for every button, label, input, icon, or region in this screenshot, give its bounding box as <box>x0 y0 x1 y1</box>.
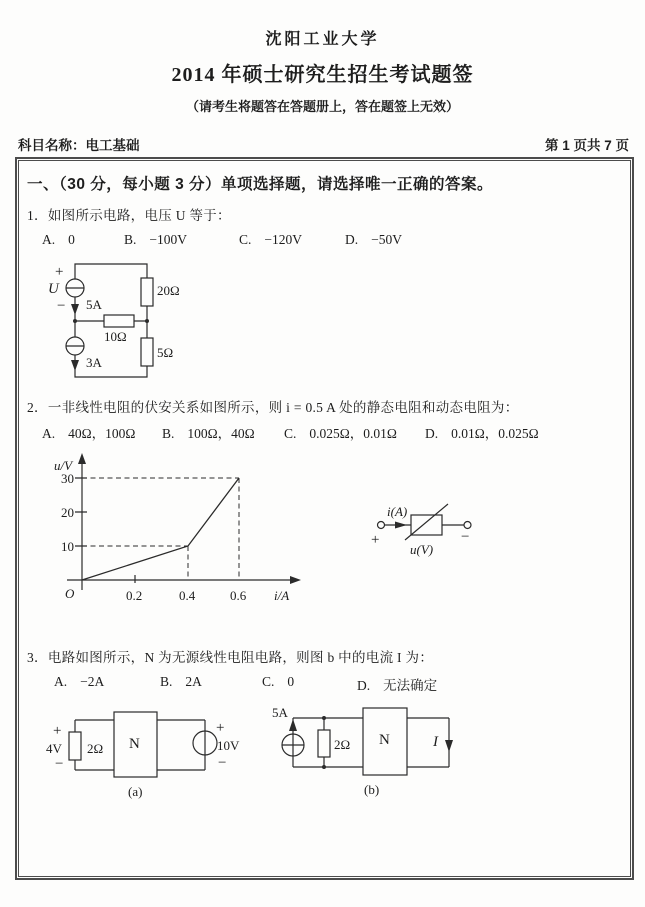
figure-b-caption: (b) <box>364 782 380 797</box>
ytick-10: 10 <box>61 539 74 554</box>
x-axis-label: i/A <box>274 588 290 603</box>
y-axis-label: u/V <box>54 458 73 473</box>
q2-vi-characteristic-graph <box>42 450 312 618</box>
resistor-20ohm <box>141 278 153 306</box>
plus-sign: + <box>216 720 225 736</box>
current-arrow-5a-icon <box>71 304 79 315</box>
q1-option-c-key: C. <box>239 232 252 247</box>
university-name: 沈阳工业大学 <box>265 31 380 48</box>
ytick-30: 30 <box>61 471 74 486</box>
junction-dot <box>73 319 77 323</box>
dashed-guide-lines <box>82 478 239 580</box>
plus-sign: + <box>55 264 64 280</box>
question-1-text: 1．如图所示电路，电压 U 等于： <box>27 208 231 223</box>
resistor-10ohm <box>104 315 134 327</box>
q3-circuit-figure-a <box>42 705 267 800</box>
network-n-label: N <box>379 732 390 748</box>
exam-notice: （请考生将题答在答题册上，答在题签上无效） <box>185 99 459 114</box>
q1-option-b-key: B. <box>124 232 137 247</box>
q2-option-d-text: 0.01Ω，0.025Ω <box>451 426 539 441</box>
figure-b-wires <box>293 718 449 767</box>
q3-circuit-figure-b <box>272 700 522 800</box>
xtick-0-2: 0.2 <box>126 588 143 603</box>
minus-sign: − <box>55 756 64 772</box>
q2-option-a-text: 40Ω，100Ω <box>68 426 136 441</box>
q3-option-a <box>54 674 104 690</box>
resistor-10ohm-label: 10Ω <box>104 329 127 344</box>
current-5a-label: 5A <box>272 705 288 720</box>
junction-dot <box>322 765 326 769</box>
minus-sign: − <box>218 755 227 771</box>
resistor-5ohm <box>141 338 153 366</box>
y-axis-arrow-icon <box>78 453 86 464</box>
current-arrow-3a-icon <box>71 360 79 371</box>
current-label: i(A) <box>387 504 408 519</box>
minus-sign: − <box>57 298 66 314</box>
current-i-label: I <box>433 734 438 750</box>
exam-content-box <box>15 157 634 880</box>
q3-option-a-text: −2A <box>80 674 105 689</box>
q3-option-c-text: 0 <box>287 674 295 689</box>
q3-option-d-text: 无法确定 <box>383 678 438 693</box>
q1-option-b <box>124 232 187 248</box>
current-direction-arrow-icon <box>395 522 407 529</box>
q3-option-d-key: D. <box>357 678 371 693</box>
q2-option-c-key: C. <box>284 426 297 441</box>
q2-option-b <box>162 422 255 442</box>
q2-nonlinear-resistor-symbol <box>369 489 493 561</box>
current-arrow-up-icon <box>289 719 297 731</box>
exam-title: 2014 年硕士研究生招生考试题签 <box>171 64 474 86</box>
q1-option-d-key: D. <box>345 232 359 247</box>
minus-sign: − <box>461 529 470 545</box>
current-5a-label: 5A <box>86 297 102 312</box>
q2-option-b-text: 100Ω，40Ω <box>187 426 255 441</box>
q3-option-c-key: C. <box>262 674 275 689</box>
voltage-10v-label: 10V <box>217 738 240 753</box>
subject-name: 科目名称：电工基础 <box>18 138 140 153</box>
resistor-2ohm <box>318 730 330 757</box>
q1-option-a <box>42 232 75 248</box>
q1-circuit-figure <box>42 256 252 386</box>
voltage-u-label: U <box>48 281 59 297</box>
plus-sign: + <box>53 723 62 739</box>
q2-option-d-key: D. <box>425 426 439 441</box>
origin-label: O <box>65 586 75 601</box>
network-n-label: N <box>129 736 140 752</box>
q3-option-a-key: A. <box>54 674 68 689</box>
junction-dot <box>322 716 326 720</box>
resistor-20ohm-label: 20Ω <box>157 283 180 298</box>
q3-option-b <box>160 674 202 690</box>
current-3a-label: 3A <box>86 355 102 370</box>
q1-option-c <box>239 232 302 248</box>
resistor-body <box>411 515 442 535</box>
q2-option-b-key: B. <box>162 426 175 441</box>
right-terminal-icon <box>464 522 471 529</box>
q2-option-a <box>42 422 135 442</box>
left-terminal-icon <box>378 522 385 529</box>
junction-dot <box>145 319 149 323</box>
q1-option-a-key: A. <box>42 232 56 247</box>
question-2-text: 2．一非线性电阻的伏安关系如图所示，则 i = 0.5 A 处的静态电阻和动态电阻为： <box>27 400 519 415</box>
q2-option-c-text: 0.025Ω，0.01Ω <box>309 426 397 441</box>
resistor-2ohm <box>69 732 81 760</box>
xtick-0-4: 0.4 <box>179 588 196 603</box>
resistor-5ohm-label: 5Ω <box>157 345 174 360</box>
voltage-4v-label: 4V <box>46 741 62 756</box>
q1-option-a-text: 0 <box>68 232 75 247</box>
q1-option-c-text: −120V <box>264 232 303 247</box>
q3-option-c <box>262 674 294 690</box>
vi-curve <box>82 478 239 580</box>
question-3-text: 3．电路如图所示，N 为无源线性电阻电路，则图 b 中的电流 I 为： <box>27 650 434 665</box>
voltage-label: u(V) <box>410 542 434 557</box>
q2-option-d <box>425 422 539 442</box>
resistor-2ohm-label: 2Ω <box>87 741 104 756</box>
q3-option-b-key: B. <box>160 674 173 689</box>
q3-option-b-text: 2A <box>185 674 202 689</box>
figure-a-caption: (a) <box>128 784 143 799</box>
xtick-0-6: 0.6 <box>230 588 247 603</box>
axis-ticks <box>75 478 135 583</box>
q2-option-c <box>284 422 397 442</box>
q2-option-a-key: A. <box>42 426 56 441</box>
q1-option-d <box>345 232 402 248</box>
q3-option-d <box>357 674 437 694</box>
section-heading: 一、（30 分，每小题 3 分）单项选择题，请选择唯一正确的答案。 <box>27 176 494 193</box>
current-arrow-down-icon <box>445 740 453 752</box>
x-axis-arrow-icon <box>290 576 301 584</box>
q1-option-d-text: −50V <box>371 232 402 247</box>
resistor-2ohm-label: 2Ω <box>334 737 351 752</box>
q1-option-b-text: −100V <box>149 232 188 247</box>
page-number: 第 1 页共 7 页 <box>544 138 629 153</box>
ytick-20: 20 <box>61 505 74 520</box>
plus-sign: + <box>371 532 380 548</box>
